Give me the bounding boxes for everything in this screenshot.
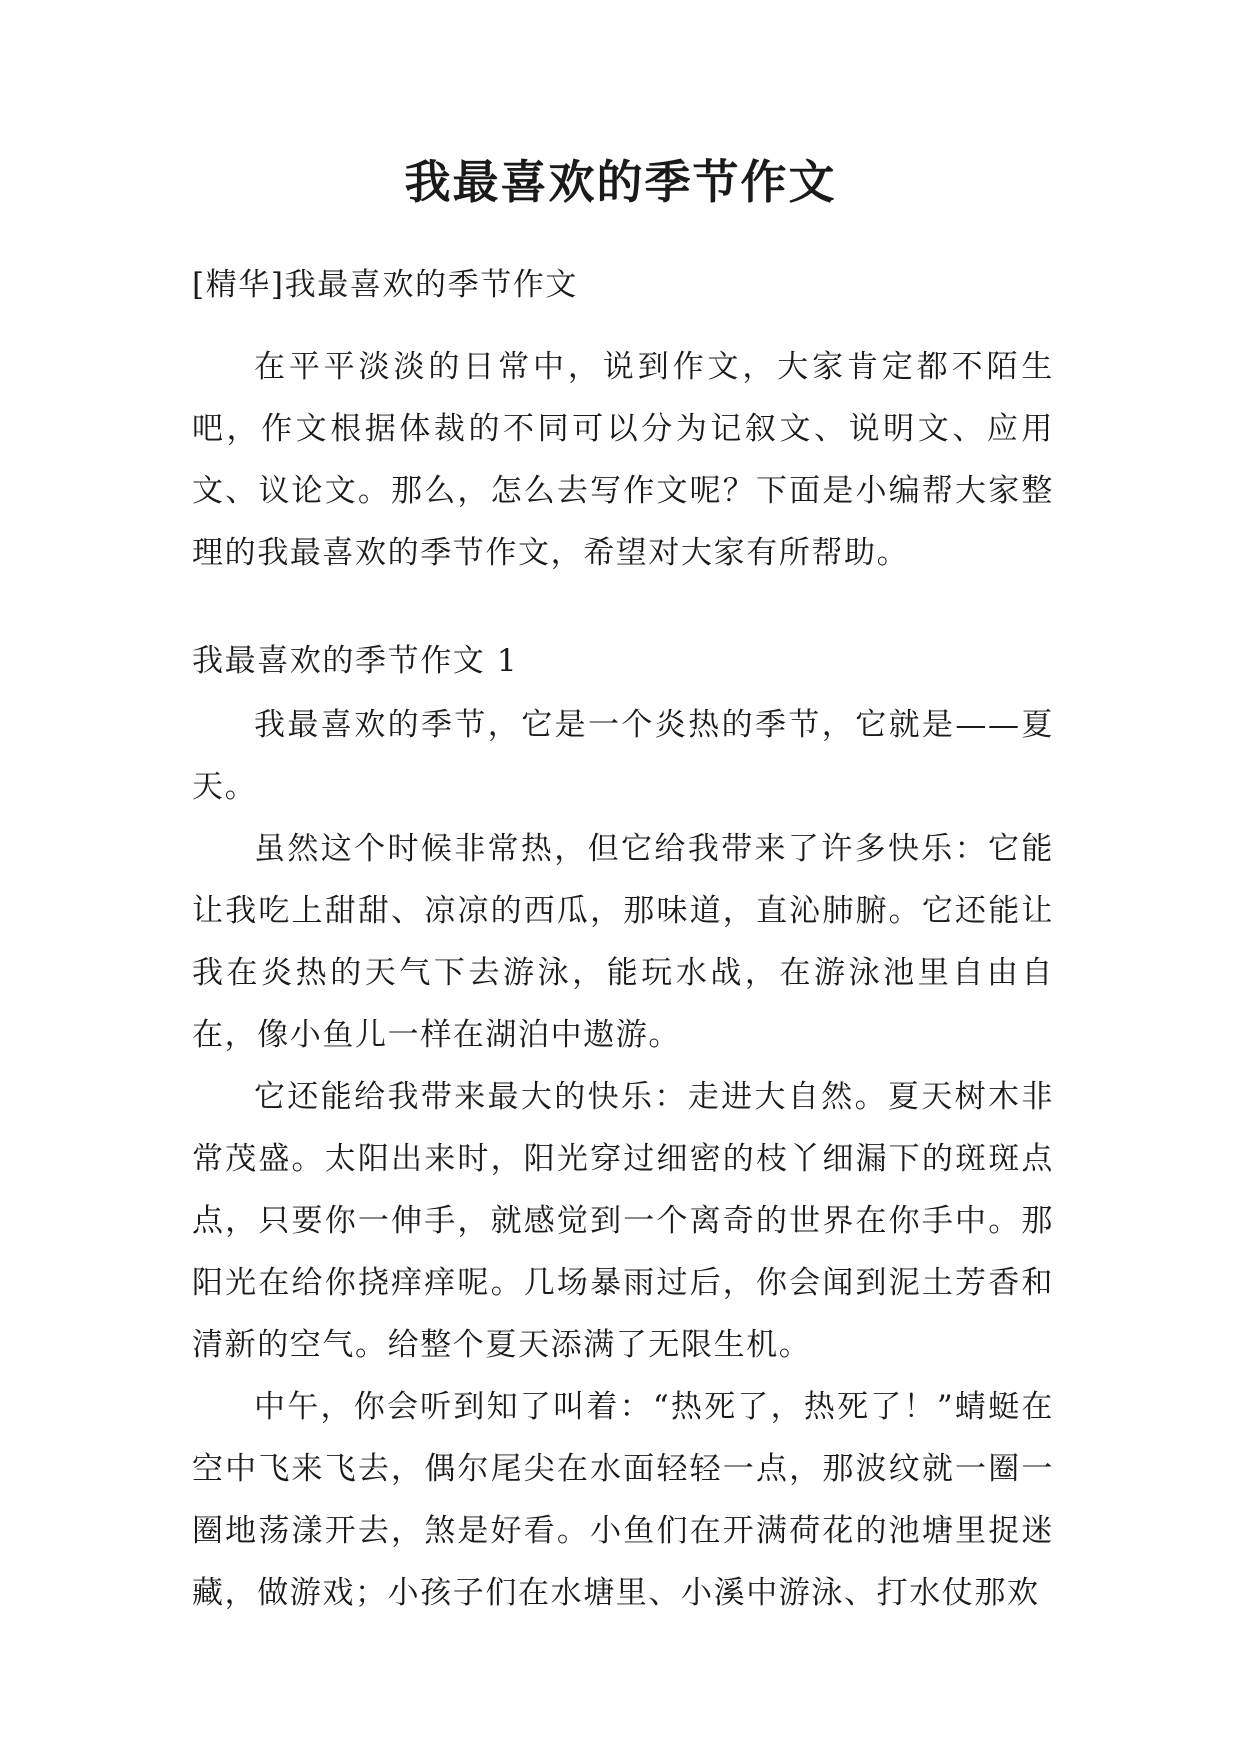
- essay-heading: 我最喜欢的季节作文 1: [192, 643, 519, 679]
- essay-paragraph: 我最喜欢的季节，它是一个炎热的季节，它就是——夏天。: [192, 707, 1054, 805]
- intro-section: [192, 336, 1054, 584]
- essay-paragraph: 中午，你会听到知了叫着：“热死了，热死了！”蜻蜓在空中飞来飞去，偶尔尾尖在水面轻轻一点，那波纹就一圈一圈地荡漾开去，煞是好看。小鱼们在开满荷花的池塘里捉迷藏，做游戏；小孩子们在水塘里、小溪中游泳、打水仗那欢: [192, 1389, 1054, 1611]
- essay-body: [192, 694, 1054, 1624]
- essay-paragraph: 它还能给我带来最大的快乐：走进大自然。夏天树木非常茂盛。太阳出来时，阳光穿过细密的枝丫细漏下的斑斑点点，只要你一伸手，就感觉到一个离奇的世界在你手中。那阳光在给你挠痒痒呢。几场暴雨过后，你会闻到泥土芳香和清新的空气。给整个夏天添满了无限生机。: [192, 1079, 1054, 1363]
- essay-paragraph: 虽然这个时候非常热，但它给我带来了许多快乐：它能让我吃上甜甜、凉凉的西瓜，那味道，直沁肺腑。它还能让我在炎热的天气下去游泳，能玩水战，在游泳池里自由自在，像小鱼儿一样在湖泊中遨游。: [192, 831, 1054, 1053]
- document-subtitle: [192, 254, 1054, 316]
- subtitle-text: [精华]我最喜欢的季节作文: [192, 267, 578, 303]
- essay-heading-section: [192, 630, 1054, 692]
- intro-paragraph: 在平平淡淡的日常中，说到作文，大家肯定都不陌生吧，作文根据体裁的不同可以分为记叙文、说明文、应用文、议论文。那么，怎么去写作文呢？下面是小编帮大家整理的我最喜欢的季节作文，希望对大家有所帮助。: [192, 349, 1054, 571]
- document-title: 我最喜欢的季节作文: [404, 155, 837, 209]
